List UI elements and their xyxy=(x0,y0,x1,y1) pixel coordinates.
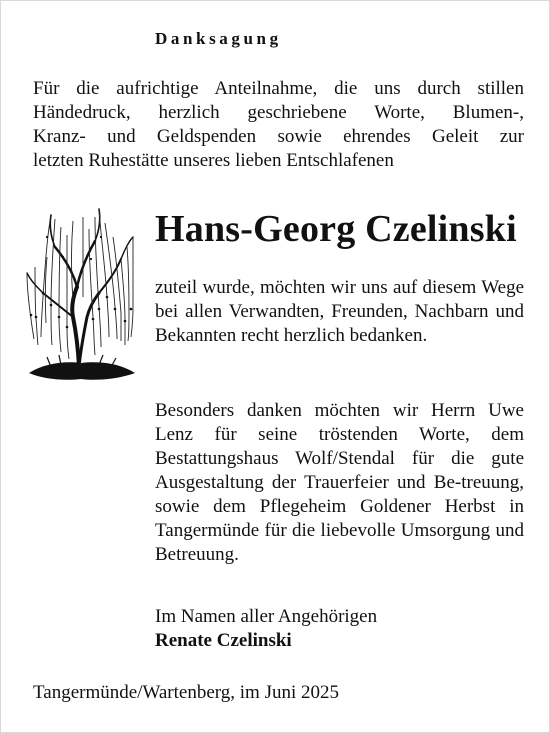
deceased-name: Hans-Georg Czelinski xyxy=(155,208,517,250)
intro-line: Für die aufrichtige Anteilnahme, die uns durch stillen xyxy=(33,78,524,99)
place-date: Tangermünde/Wartenberg, im Juni 2025 xyxy=(33,682,339,703)
special-thanks-paragraph: Besonders danken möchten wir Herrn Uwe Lenz für seine tröstenden Worte, dem Bestattungshaus Wolf/Stendal für die gute Ausgestaltung der Trauerfeier und Be-treuung, sowie dem Pflegeheim Goldener Herbst in Tangermünde für die liebevolle Umsorgung und Betreuung. xyxy=(155,400,524,565)
signature-block xyxy=(155,605,377,653)
intro-line: Händedruck, herzlich geschriebene Worte, Blumen-, xyxy=(33,102,524,123)
intro-line: letzten Ruhestätte unseres lieben Entschlafenen xyxy=(33,150,394,171)
intro-line: Kranz- und Geldspenden sowie ehrendes Geleit zur xyxy=(33,126,524,147)
thanks-paragraph: zuteil wurde, möchten wir uns auf diesem Wege bei allen Verwandten, Freunden, Nachbarn und Bekannten recht herzlich bedanken. xyxy=(155,277,524,346)
notice-heading: Danksagung xyxy=(155,29,282,48)
closing-line: Im Namen aller Angehörigen xyxy=(155,606,378,627)
weeping-willow-icon xyxy=(21,197,141,387)
signer-name: Renate Czelinski xyxy=(155,630,292,651)
intro-paragraph xyxy=(33,77,524,173)
